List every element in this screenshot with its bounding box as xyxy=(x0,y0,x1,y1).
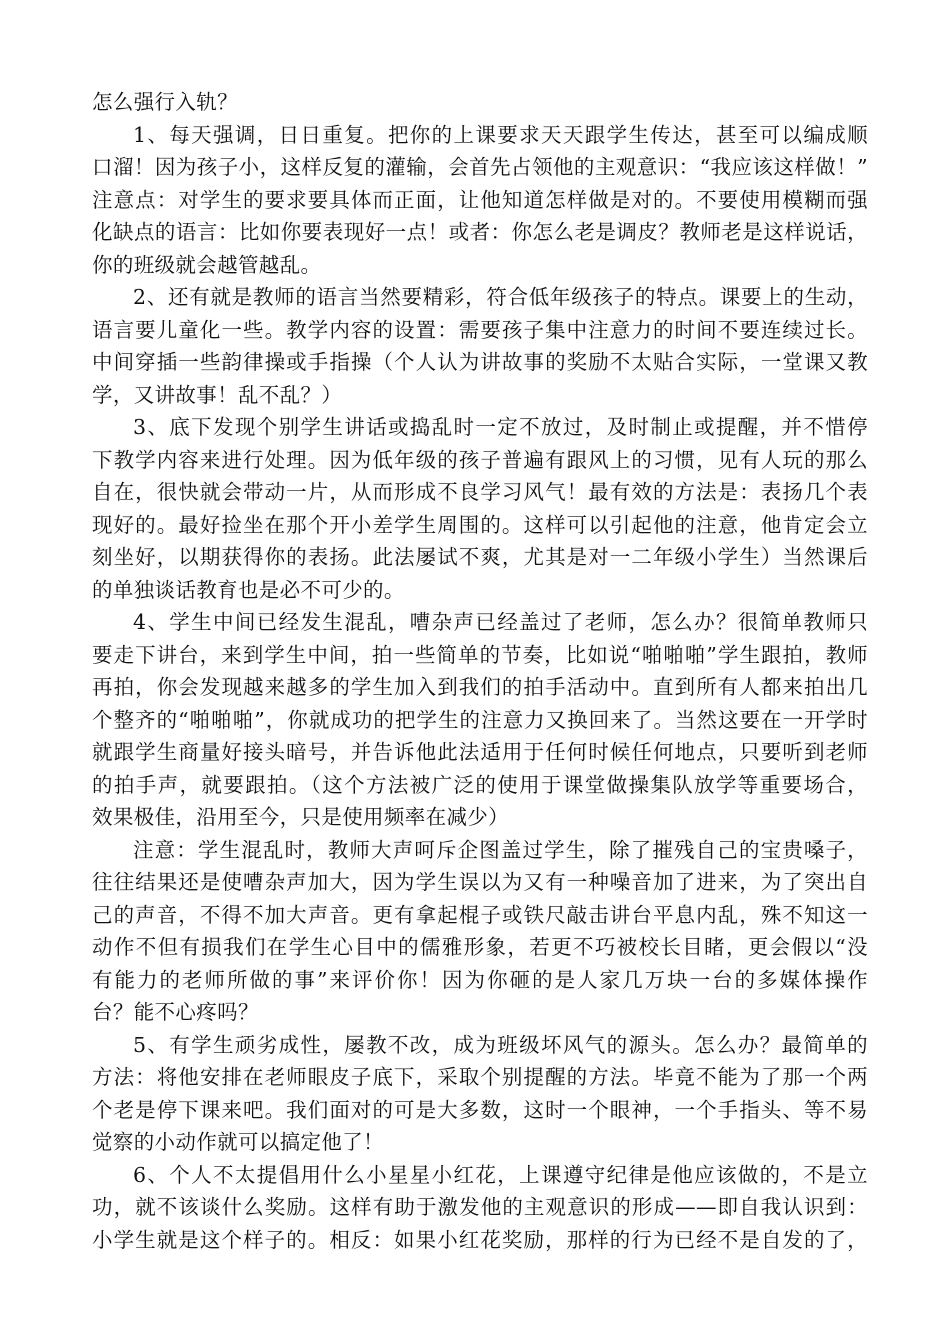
document-body xyxy=(92,86,868,1256)
text-line: 的拍手声，就要跟拍。（这个方法被广泛的使用于课堂做操集队放学等重要场合， xyxy=(92,772,868,797)
text-line: 觉察的小动作就可以搞定他了！ xyxy=(92,1130,384,1154)
text-line: 往往结果还是使嘈杂声加大，因为学生误以为又有一种噪音加了进来，为了突出自 xyxy=(92,870,868,894)
text-line: 个整齐的“啪啪啪”，你就成功的把学生的注意力又换回来了。当然这要在一开学时 xyxy=(92,707,868,732)
text-line: 台？能不心疼吗？ xyxy=(92,1000,259,1024)
text-line: 方法：将他安排在老师眼皮子底下，采取个别提醒的方法。毕竟不能为了那一个两 xyxy=(92,1065,868,1089)
text-line: 学，又讲故事！乱不乱？） xyxy=(92,382,343,407)
text-line: 中间穿插一些韵律操或手指操（个人认为讲故事的奖励不太贴合实际，一堂课又教 xyxy=(92,350,868,374)
text-line: 注意点：对学生的要求要具体而正面，让他知道怎样做是对的。不要使用模糊而强 xyxy=(92,187,868,212)
text-line: 小学生就是这个样子的。相反：如果小红花奖励，那样的行为已经不是自发的了， xyxy=(92,1227,868,1252)
text-line: 就跟学生商量好接头暗号，并告诉他此法适用于任何时候任何地点，只要听到老师 xyxy=(92,740,868,764)
text-line: 口溜！因为孩子小，这样反复的灌输，会首先占领他的主观意识：“我应该这样做！” xyxy=(92,155,868,179)
text-line: 化缺点的语言：比如你要表现好一点！或者：你怎么老是调皮？教师老是这样说话， xyxy=(92,220,868,244)
text-line: 注意：学生混乱时，教师大声呵斥企图盖过学生，除了摧残自己的宝贵嗓子， xyxy=(133,837,868,862)
text-line: 的单独谈话教育也是必不可少的。 xyxy=(92,577,405,602)
text-line: 己的声音，不得不加大声音。更有拿起棍子或铁尺敲击讲台平息内乱，殊不知这一 xyxy=(92,902,868,927)
text-line: 个老是停下课来吧。我们面对的可是大多数，这时一个眼神，一个手指头、等不易 xyxy=(92,1097,868,1122)
text-line: 效果极佳，沿用至今，只是使用频率在减少） xyxy=(92,805,509,829)
text-line: 要走下讲台，来到学生中间，拍一些简单的节奏，比如说“啪啪啪”学生跟拍，教师 xyxy=(92,642,868,667)
text-line: 2、还有就是教师的语言当然要精彩，符合低年级孩子的特点。课要上的生动， xyxy=(133,285,868,309)
text-line: 动作不但有损我们在学生心目中的儒雅形象，若更不巧被校长目睹，更会假以“没 xyxy=(92,935,868,959)
text-line: 怎么强行入轨？ xyxy=(92,90,238,114)
text-line: 5、有学生顽劣成性，屡教不改，成为班级坏风气的源头。怎么办？最简单的 xyxy=(133,1032,868,1057)
text-line: 4、学生中间已经发生混乱，嘈杂声已经盖过了老师，怎么办？很简单教师只 xyxy=(133,610,868,634)
text-line: 1、每天强调，日日重复。把你的上课要求天天跟学生传达，甚至可以编成顺 xyxy=(133,122,868,147)
text-line: 再拍，你会发现越来越多的学生加入到我们的拍手活动中。直到所有人都来拍出几 xyxy=(92,675,868,699)
text-line: 刻坐好，以期获得你的表扬。此法屡试不爽，尤其是对一二年级小学生）当然课后 xyxy=(92,545,868,569)
text-line: 6、个人不太提倡用什么小星星小红花，上课遵守纪律是他应该做的，不是立 xyxy=(133,1162,868,1187)
text-line: 现好的。最好捡坐在那个开小差学生周围的。这样可以引起他的注意，他肯定会立 xyxy=(92,512,868,537)
text-line: 自在，很快就会带动一片，从而形成不良学习风气！最有效的方法是：表扬几个表 xyxy=(92,480,868,504)
text-line: 功，就不该谈什么奖励。这样有助于激发他的主观意识的形成——即自我认识到： xyxy=(92,1195,868,1219)
text-line: 下教学内容来进行处理。因为低年级的孩子普遍有跟风上的习惯，见有人玩的那么 xyxy=(92,447,868,472)
text-line: 3、底下发现个别学生讲话或捣乱时一定不放过，及时制止或提醒，并不惜停 xyxy=(133,415,868,439)
text-line: 有能力的老师所做的事”来评价你！因为你砸的是人家几万块一台的多媒体操作 xyxy=(92,967,868,992)
text-line: 你的班级就会越管越乱。 xyxy=(92,252,322,277)
text-line: 语言要儿童化一些。教学内容的设置：需要孩子集中注意力的时间不要连续过长。 xyxy=(92,317,868,342)
